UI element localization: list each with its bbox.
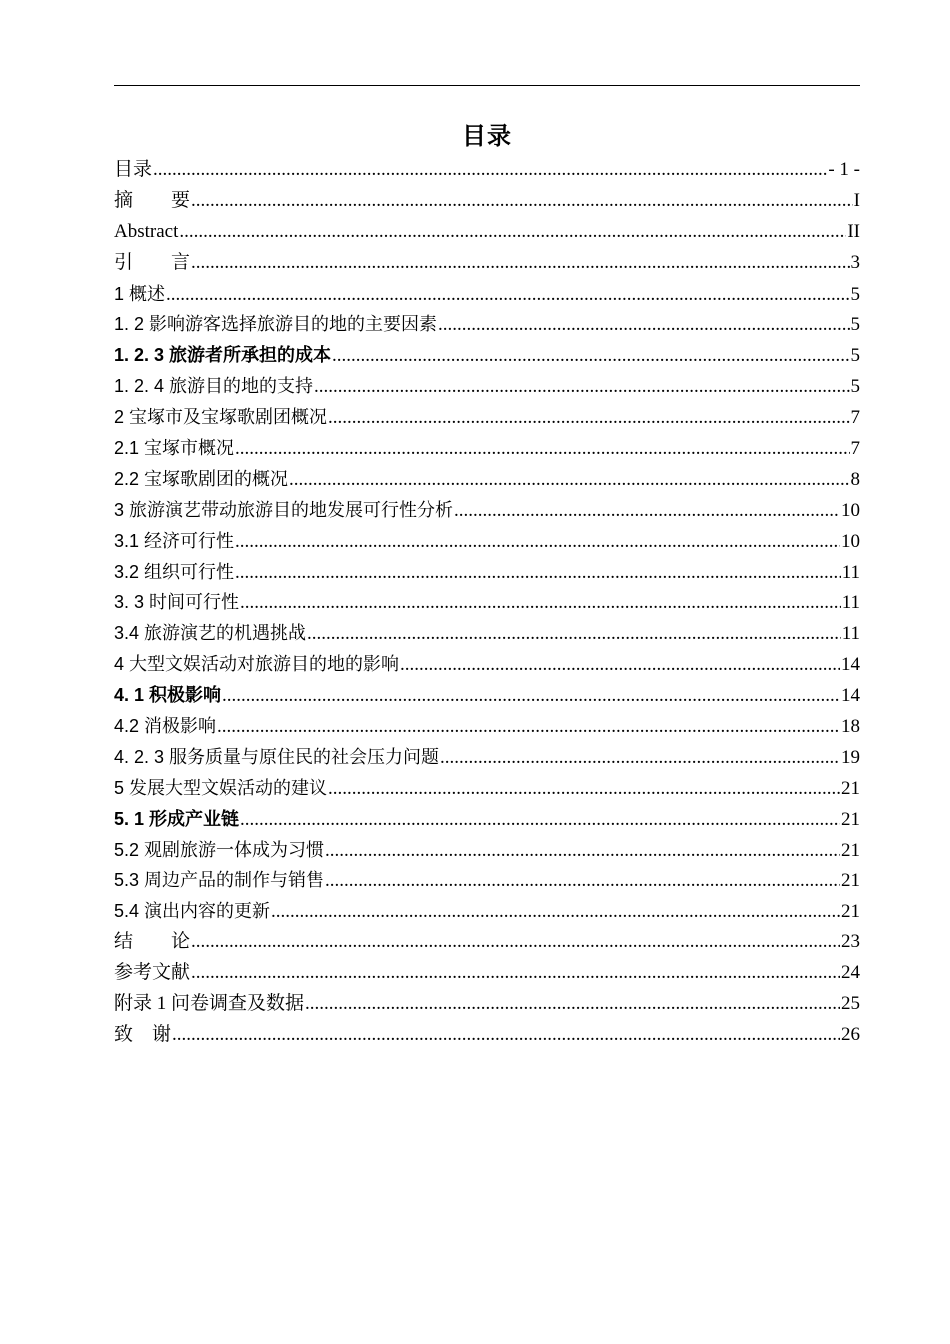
toc-entry-leader [305,989,840,1020]
toc-entry-label: 1. 2 影响游客选择旅游目的地的主要因素 [114,314,438,335]
toc-entry-leader [440,743,840,774]
toc-entry-label: 3 旅游演艺带动旅游目的地发展可行性分析 [114,499,454,520]
toc-entry[interactable] [114,742,860,773]
toc-entry-page: 11 [841,561,860,583]
toc-entry[interactable] [114,557,860,588]
toc-entry-label: 5. 1 形成产业链 [114,808,240,829]
toc-entry[interactable] [114,217,860,248]
toc-entry[interactable] [114,618,860,649]
toc-entry-leader [314,372,849,403]
toc-entry-label: 3. 3 时间可行性 [114,592,240,613]
toc-entry[interactable] [114,649,860,680]
toc-entry-page: 19 [841,746,860,768]
toc-entry-page: 23 [841,931,860,953]
toc-entry-label: 1 概述 [114,283,166,304]
toc-entry-page: 11 [841,592,860,614]
toc-entry[interactable] [114,526,860,557]
toc-entry-page: 21 [841,777,860,799]
toc-entry-leader [235,527,840,558]
toc-entry[interactable] [114,865,860,896]
toc-entry[interactable] [114,896,860,927]
toc-entry[interactable] [114,1020,860,1051]
toc-entry-label: 4.2 消极影响 [114,716,217,737]
toc-entry-label: 2.2 宝塚歌剧团的概况 [114,468,289,489]
toc-entry[interactable] [114,371,860,402]
toc-entry-leader [307,619,841,650]
toc-entry-page: I [853,189,860,211]
toc-entry-leader [166,280,849,311]
toc-list [114,155,860,1051]
toc-entry-label: 摘 要 [114,189,191,211]
toc-entry[interactable] [114,804,860,835]
toc-entry-label: Abstract [114,220,179,242]
toc-entry-leader [172,1020,840,1051]
toc-entry-leader [240,588,841,619]
toc-entry-page: 10 [841,530,860,552]
toc-entry-label: 2.1 宝塚市概况 [114,438,235,459]
toc-entry-leader [179,217,846,248]
toc-entry-leader [235,434,849,465]
toc-entry-label: 1. 2. 4 旅游目的地的支持 [114,376,314,397]
toc-entry-label: 目录 [114,159,153,180]
toc-entry-label: 致 谢 [114,1023,172,1045]
toc-entry[interactable] [114,495,860,526]
toc-entry-label: 5.3 周边产品的制作与销售 [114,870,325,891]
toc-entry-page: 8 [850,468,860,490]
toc-entry-leader [191,248,849,279]
toc-entry-page: 25 [841,993,860,1015]
toc-entry-label: 2 宝塚市及宝塚歌剧团概况 [114,407,328,428]
toc-entry[interactable] [114,433,860,464]
toc-entry-leader [217,712,840,743]
toc-entry-page: II [847,220,860,242]
toc-entry-label: 5.4 演出内容的更新 [114,901,271,922]
header-rule [114,85,860,86]
toc-entry-page: 21 [841,839,860,861]
toc-entry-page: 7 [850,438,860,460]
toc-entry-leader [235,558,841,589]
toc-entry-label: 4. 2. 3 服务质量与原住民的社会压力问题 [114,746,440,767]
toc-entry[interactable] [114,340,860,371]
toc-entry-page: 21 [841,901,860,923]
toc-entry[interactable] [114,279,860,310]
toc-entry-page: 14 [841,685,860,707]
toc-entry-page: 5 [850,376,860,398]
toc-entry[interactable] [114,464,860,495]
toc-entry-label: 4. 1 积极影响 [114,685,222,706]
toc-entry-leader [400,650,840,681]
toc-entry-page: 11 [841,623,860,645]
toc-entry-leader [438,310,849,341]
toc-entry[interactable] [114,773,860,804]
toc-entry-label: 参考文献 [114,962,191,984]
toc-entry-page: 5 [850,345,860,367]
toc-entry-page: 5 [850,314,860,336]
toc-entry-leader [191,958,840,989]
toc-entry-page: 21 [841,870,860,892]
toc-entry-leader [153,155,827,186]
toc-entry[interactable] [114,402,860,433]
toc-entry[interactable] [114,958,860,989]
toc-entry-leader [191,186,853,217]
toc-entry[interactable] [114,989,860,1020]
toc-entry-page: 18 [841,716,860,738]
toc-entry-label: 4 大型文娱活动对旅游目的地的影响 [114,654,400,675]
toc-entry-page: 3 [850,251,860,273]
toc-entry-page: - 1 - [828,159,860,180]
toc-entry[interactable] [114,680,860,711]
toc-title: 目录 [462,123,512,150]
toc-entry-page: 5 [850,283,860,305]
toc-entry-label: 1. 2. 3 旅游者所承担的成本 [114,345,332,366]
toc-entry-leader [454,496,840,527]
toc-entry[interactable] [114,155,860,186]
toc-entry-label: 结 论 [114,931,191,953]
toc-entry-page: 21 [841,808,860,830]
toc-entry-label: 引 言 [114,251,191,273]
toc-entry-leader [328,774,840,805]
toc-entry[interactable] [114,835,860,866]
toc-entry[interactable] [114,711,860,742]
toc-entry-leader [328,403,849,434]
toc-entry-label: 附录 1 问卷调查及数据 [114,993,305,1015]
toc-entry[interactable] [114,248,860,279]
toc-entry-label: 5.2 观剧旅游一体成为习惯 [114,839,325,860]
toc-entry-page: 10 [841,499,860,521]
toc-entry-label: 3.2 组织可行性 [114,561,235,582]
toc-entry-leader [289,465,849,496]
toc-entry[interactable] [114,927,860,958]
toc-entry-leader [325,836,840,867]
toc-entry[interactable] [114,309,860,340]
toc-entry-page: 7 [850,407,860,429]
toc-entry-leader [222,681,840,712]
toc-entry-label: 5 发展大型文娱活动的建议 [114,777,328,798]
toc-entry-page: 24 [841,962,860,984]
toc-entry-leader [325,866,840,897]
toc-entry[interactable] [114,186,860,217]
toc-entry-page: 26 [841,1023,860,1045]
toc-entry-leader [271,897,840,928]
toc-entry-page: 14 [841,654,860,676]
toc-entry-leader [191,927,840,958]
toc-entry-label: 3.4 旅游演艺的机遇挑战 [114,623,307,644]
toc-entry-label: 3.1 经济可行性 [114,530,235,551]
toc-entry-leader [240,805,840,836]
toc-entry[interactable] [114,587,860,618]
toc-entry-leader [332,341,849,372]
